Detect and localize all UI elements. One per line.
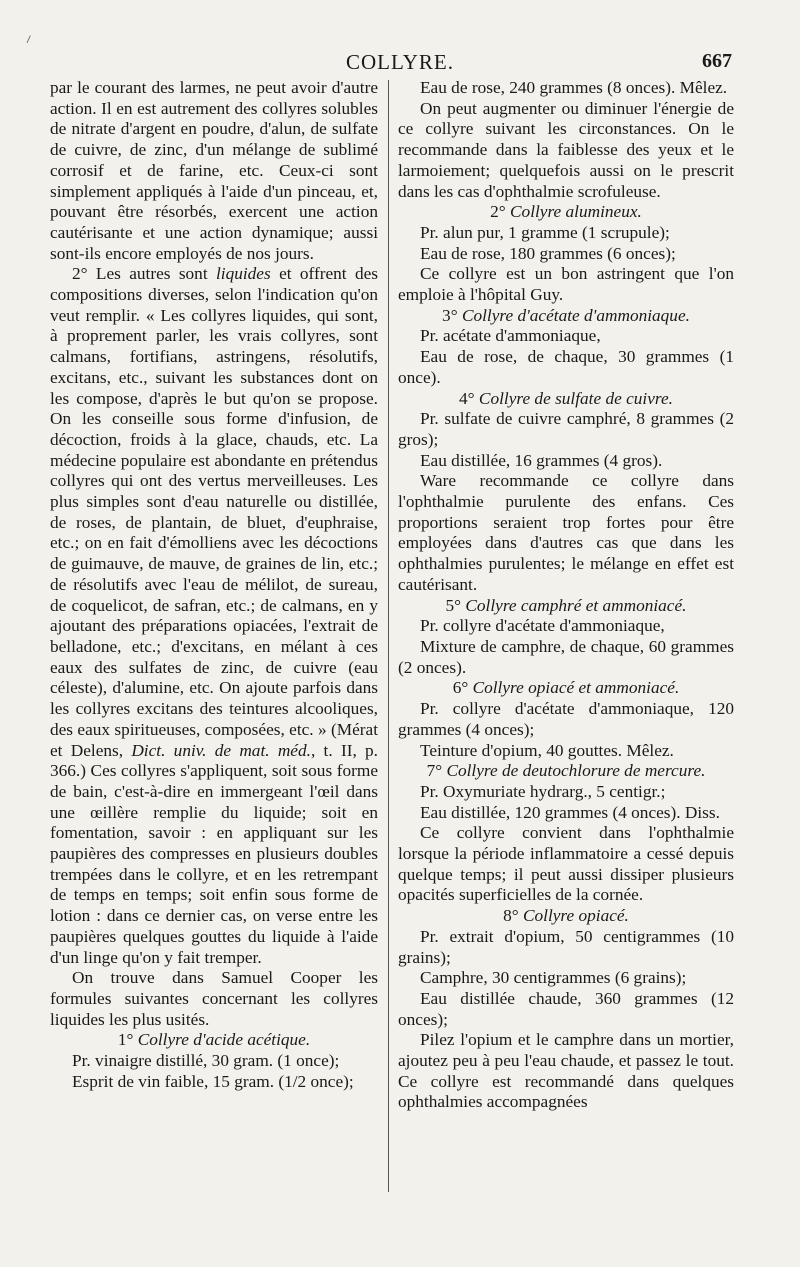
right-column [398,78,734,1113]
paragraph: Eau de rose, 240 grammes (8 onces). Mêlez. [420,78,728,97]
pencil-mark [27,35,35,44]
running-header [0,50,800,80]
section-heading [398,678,734,699]
section-title: Collyre de sulfate de cuivre. [478,388,673,408]
paragraph: Pr. Oxymuriate hydrarg., 5 centigr.; [420,781,666,801]
section-heading [398,389,734,410]
paragraph: Ce collyre convient dans l'ophthalmie lorsque la période inflammatoire a cessé depuis quelque temps; il peut aussi dissiper plusieurs opacités superficielles de la cornée. [398,823,734,905]
section-number: 8° [503,906,519,926]
paragraph [50,264,378,968]
text-run: , t. II, p. 366.) Ces collyres s'appliquent, soit sous forme de bain, c'est-à-dire en immergeant l'œil dans une œillère remplie du liquide; soit en fomentation, savoir : en appliquant sur les paupières des compresses en plusieurs doubles trempées dans le collyre, et en les retrempant de temps en temps; soit enfin sous forme de lotion : dans ce dernier cas, on verse entre les paupières quelques gouttes du liquide à l'aide d'un linge qu'on y fait tremper. [50,740,379,967]
page-title: COLLYRE. [346,50,454,74]
paragraph: On peut augmenter ou diminuer l'énergie de ce collyre suivant les circonstances. On le recommande dans la faiblesse des yeux et le larmoiement; quelquefois aussi on le prescrit dans les cas d'ophthalmie scrofuleuse. [398,98,734,201]
section-title: Collyre d'acide acétique. [137,1030,311,1050]
paragraph: Eau distillée, 120 grammes (4 onces). Diss. [420,802,720,822]
column-divider [388,80,389,1192]
text-run: et offrent des compositions diverses, selon l'indication qu'on veut remplir. « Les collyres liquides, qui sont, à proprement parler, les vrais collyres, sont calmans, fortifians, astringens, résolutifs, excitans, etc., suivant les substances dont on les compose, d'après le but qu'on se propose. On les conseille sous forme d'infusion, de décoction, froids à la glace, chauds, etc. La médecine populaire est abondante en prétendus collyres qui ont des vertus merveilleuses. Les plus simples sont d'eau naturelle ou distillée, de roses, de plantain, de bluet, d'euphraise, etc.; on en fait d'émolliens avec les décoctions de guimauve, de mauve, de graines de lin, etc.; de résolutifs avec l'eau de mélilot, de sureau, de coquelicot, de safran, etc.; de calmans, en y ajoutant des préparations opiacées, l'extrait de belladone, etc.; d'excitans, en mélant à ces eaux des sulfates de zinc, de cuivre (eau céleste), d'alumine, etc. On ajoute parfois dans les collyres excitans des teintures alcooliques, des eaux spiritueuses, composées, etc. » (Mérat et Delens, [50,264,378,760]
section-heading [398,596,734,617]
section-heading [50,1030,378,1051]
italic-text: Dict. univ. de mat. méd. [131,740,311,760]
section-title: Collyre d'acétate d'ammoniaque. [461,305,690,325]
section-title: Collyre alumineux. [510,202,642,222]
section-heading [398,306,734,327]
paragraph: Pr. sulfate de cuivre camphré, 8 grammes (2 gros); [398,409,734,449]
section-number: 2° [490,202,506,222]
section-number: 4° [459,388,475,408]
paragraph: Mixture de camphre, de chaque, 60 grammes (2 onces). [398,636,734,677]
paragraph: Pr. alun pur, 1 gramme (1 scrupule); [420,222,670,242]
text-run: 2° Les autres sont [72,264,216,284]
paragraph: Pr. acétate d'ammoniaque, [420,326,601,346]
section-title: Collyre camphré et ammoniacé. [465,595,687,615]
left-column [50,78,378,1092]
paragraph: Camphre, 30 centigrammes (6 grains); [420,968,687,988]
paragraph: Eau distillée, 16 grammes (4 gros). [420,450,663,470]
section-number: 7° [426,761,443,781]
paragraph: Pr. extrait d'opium, 50 centigrammes (10 grains); [398,926,734,967]
paragraph: Ware recommande ce collyre dans l'ophthalmie purulente des enfans. Ces proportions seraient trop fortes pour être employées dans d'autres cas que dans les ophthalmies purulentes; le mélange en effet est cautérisant. [398,471,734,594]
italic-text: liquides [215,264,271,284]
paragraph: Pr. vinaigre distillé, 30 gram. (1 once); [72,1051,340,1071]
section-title: Collyre opiacé. [522,906,629,926]
section-number: 6° [452,678,469,698]
paragraph: par le courant des larmes, ne peut avoir d'autre action. Il en est autrement des collyres solubles de nitrate d'argent en poudre, d'alun, de sulfate de cuivre, de zinc, d'un mélange de sublimé corrosif et de farine, etc. Ceux-ci sont simplement appliqués à l'aide d'un pinceau, et, pouvant être résorbés, exercent une action cautérisante et une action dynamique; aussi sont-ils encore employés de nos jours. [50,78,378,263]
page-number: 667 [702,50,732,72]
section-number: 1° [117,1030,134,1050]
paragraph: Teinture d'opium, 40 gouttes. Mêlez. [420,740,674,760]
paragraph: Ce collyre est un bon astringent que l'on emploie à l'hôpital Guy. [398,264,734,305]
section-heading [398,906,734,927]
section-heading [398,202,734,223]
section-heading [398,761,734,782]
section-title: Collyre opiacé et ammoniacé. [472,678,680,698]
paragraph: Eau distillée chaude, 360 grammes (12 onces); [398,988,734,1029]
section-title: Collyre de deutochlorure de mercure. [446,761,706,781]
paragraph: Esprit de vin faible, 15 gram. (1/2 once); [72,1071,354,1091]
paragraph: Eau de rose, de chaque, 30 grammes (1 once). [398,347,734,387]
paragraph: Pilez l'opium et le camphre dans un mortier, ajoutez peu à peu l'eau chaude, et passez le tout. Ce collyre est recommandé dans quelques ophthalmies accompagnées [398,1030,734,1112]
paragraph: Eau de rose, 180 grammes (6 onces); [420,243,676,263]
section-number: 5° [445,595,462,615]
section-number: 3° [442,305,458,325]
paragraph: Pr. collyre d'acétate d'ammoniaque, 120 grammes (4 onces); [398,699,734,739]
paragraph: Pr. collyre d'acétate d'ammoniaque, [420,616,665,636]
paragraph: On trouve dans Samuel Cooper les formules suivantes concernant les collyres liquides les plus usités. [50,968,378,1029]
